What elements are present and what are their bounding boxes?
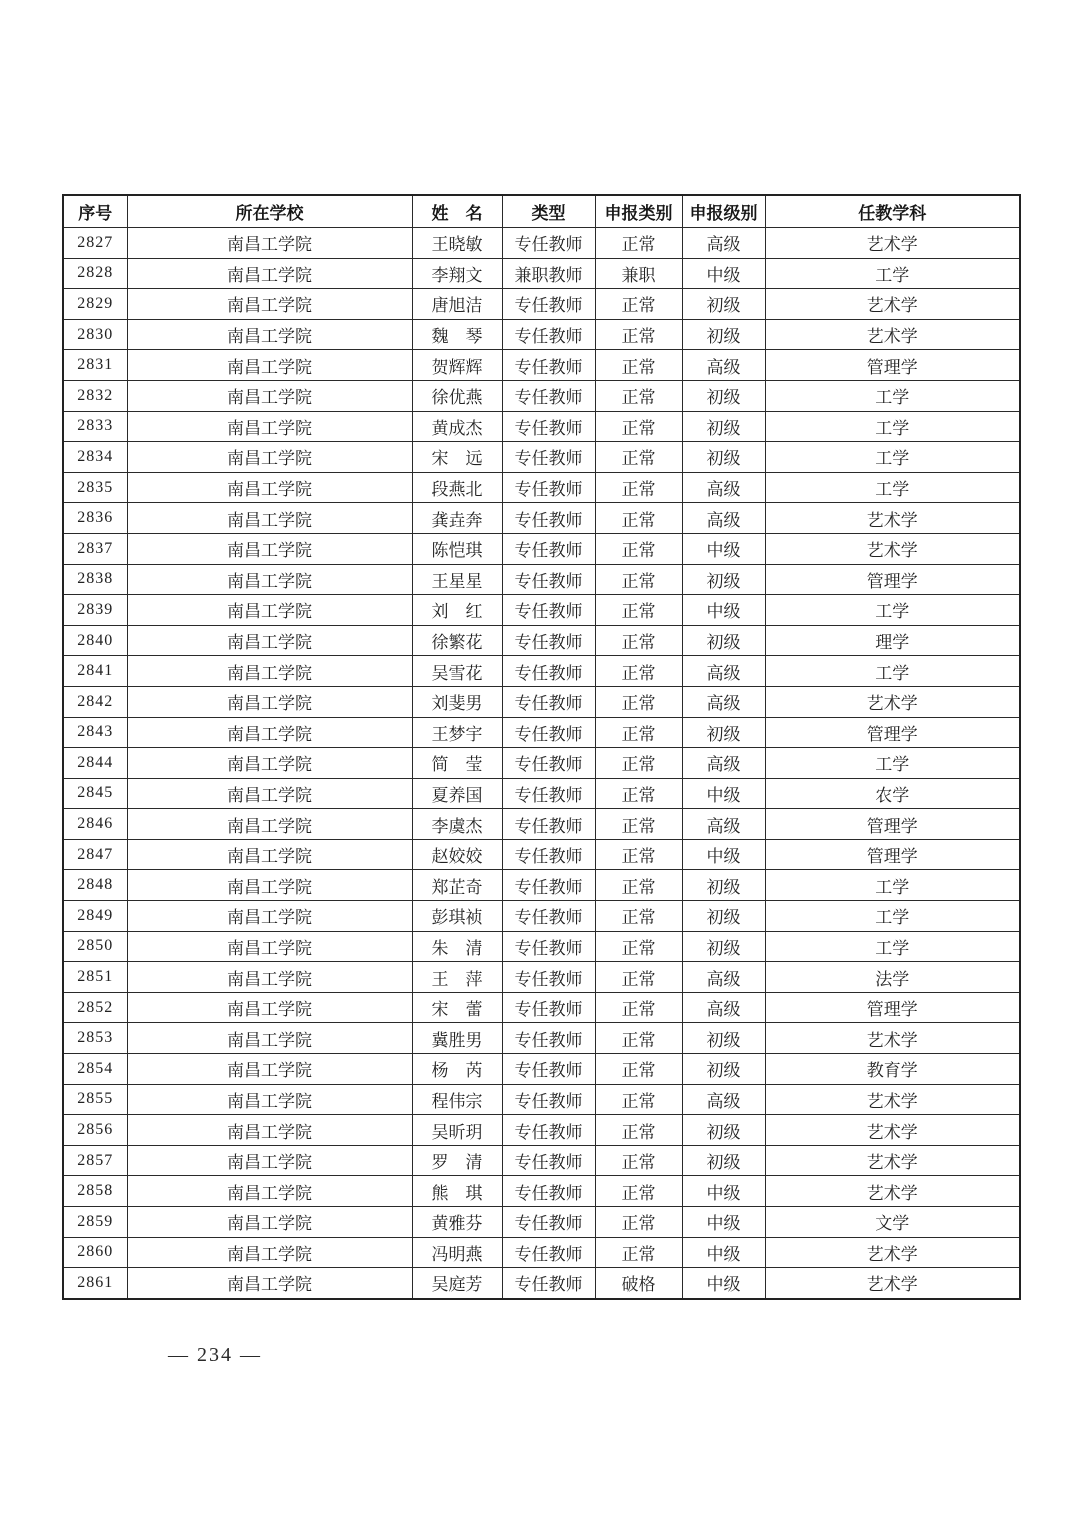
cell-index: 2851 xyxy=(63,962,127,993)
cell-apply-category: 正常 xyxy=(595,442,682,473)
cell-index: 2858 xyxy=(63,1176,127,1207)
table-row xyxy=(63,1145,1020,1176)
cell-school: 南昌工学院 xyxy=(127,992,412,1023)
cell-subject: 工学 xyxy=(765,901,1020,932)
cell-type: 专任教师 xyxy=(502,870,595,901)
table-row xyxy=(63,625,1020,656)
cell-name: 唐旭洁 xyxy=(412,289,502,320)
cell-subject: 工学 xyxy=(765,411,1020,442)
cell-apply-category: 正常 xyxy=(595,656,682,687)
cell-index: 2836 xyxy=(63,503,127,534)
cell-apply-level: 中级 xyxy=(682,778,765,809)
table-row xyxy=(63,1207,1020,1238)
cell-index: 2853 xyxy=(63,1023,127,1054)
cell-name: 李虞杰 xyxy=(412,809,502,840)
column-header-type: 类型 xyxy=(502,195,595,228)
cell-type: 专任教师 xyxy=(502,778,595,809)
cell-subject: 工学 xyxy=(765,442,1020,473)
cell-apply-level: 中级 xyxy=(682,533,765,564)
column-header-name: 姓 名 xyxy=(412,195,502,228)
cell-apply-category: 正常 xyxy=(595,350,682,381)
cell-school: 南昌工学院 xyxy=(127,289,412,320)
cell-name: 段燕北 xyxy=(412,472,502,503)
cell-index: 2861 xyxy=(63,1268,127,1299)
cell-school: 南昌工学院 xyxy=(127,228,412,259)
cell-index: 2844 xyxy=(63,748,127,779)
cell-name: 简 莹 xyxy=(412,748,502,779)
cell-apply-category: 正常 xyxy=(595,901,682,932)
table-row xyxy=(63,1084,1020,1115)
cell-subject: 艺术学 xyxy=(765,1176,1020,1207)
cell-index: 2847 xyxy=(63,839,127,870)
table-row xyxy=(63,901,1020,932)
cell-subject: 艺术学 xyxy=(765,1145,1020,1176)
cell-type: 专任教师 xyxy=(502,931,595,962)
cell-name: 郑芷奇 xyxy=(412,870,502,901)
cell-apply-category: 正常 xyxy=(595,809,682,840)
cell-name: 王 萍 xyxy=(412,962,502,993)
cell-school: 南昌工学院 xyxy=(127,1237,412,1268)
cell-apply-level: 高级 xyxy=(682,472,765,503)
cell-apply-level: 初级 xyxy=(682,564,765,595)
cell-subject: 艺术学 xyxy=(765,1023,1020,1054)
cell-apply-level: 中级 xyxy=(682,258,765,289)
cell-apply-category: 正常 xyxy=(595,748,682,779)
cell-subject: 工学 xyxy=(765,472,1020,503)
cell-name: 龚垚奔 xyxy=(412,503,502,534)
cell-type: 专任教师 xyxy=(502,472,595,503)
cell-apply-category: 正常 xyxy=(595,1054,682,1085)
cell-school: 南昌工学院 xyxy=(127,901,412,932)
cell-apply-level: 初级 xyxy=(682,1145,765,1176)
cell-type: 专任教师 xyxy=(502,533,595,564)
cell-apply-category: 正常 xyxy=(595,870,682,901)
cell-type: 专任教师 xyxy=(502,686,595,717)
cell-school: 南昌工学院 xyxy=(127,1054,412,1085)
cell-subject: 法学 xyxy=(765,962,1020,993)
cell-name: 夏养国 xyxy=(412,778,502,809)
cell-name: 刘斐男 xyxy=(412,686,502,717)
table-row xyxy=(63,319,1020,350)
cell-apply-level: 初级 xyxy=(682,870,765,901)
table-row xyxy=(63,1054,1020,1085)
cell-apply-level: 初级 xyxy=(682,901,765,932)
cell-school: 南昌工学院 xyxy=(127,472,412,503)
cell-name: 吴昕玥 xyxy=(412,1115,502,1146)
column-header-index: 序号 xyxy=(63,195,127,228)
cell-index: 2849 xyxy=(63,901,127,932)
cell-school: 南昌工学院 xyxy=(127,533,412,564)
cell-apply-level: 中级 xyxy=(682,1176,765,1207)
cell-name: 王晓敏 xyxy=(412,228,502,259)
cell-subject: 艺术学 xyxy=(765,533,1020,564)
cell-apply-level: 中级 xyxy=(682,839,765,870)
cell-type: 专任教师 xyxy=(502,717,595,748)
table-row xyxy=(63,992,1020,1023)
cell-index: 2854 xyxy=(63,1054,127,1085)
cell-subject: 管理学 xyxy=(765,809,1020,840)
cell-school: 南昌工学院 xyxy=(127,411,412,442)
header-row xyxy=(63,195,1020,228)
cell-type: 专任教师 xyxy=(502,1237,595,1268)
column-header-school: 所在学校 xyxy=(127,195,412,228)
cell-subject: 艺术学 xyxy=(765,1237,1020,1268)
cell-name: 杨 芮 xyxy=(412,1054,502,1085)
cell-apply-category: 正常 xyxy=(595,1145,682,1176)
cell-subject: 艺术学 xyxy=(765,289,1020,320)
cell-school: 南昌工学院 xyxy=(127,962,412,993)
cell-school: 南昌工学院 xyxy=(127,717,412,748)
cell-apply-level: 中级 xyxy=(682,1237,765,1268)
cell-subject: 艺术学 xyxy=(765,503,1020,534)
table-body xyxy=(63,228,1020,1299)
cell-school: 南昌工学院 xyxy=(127,595,412,626)
cell-name: 冯明燕 xyxy=(412,1237,502,1268)
cell-type: 专任教师 xyxy=(502,748,595,779)
table-row xyxy=(63,1268,1020,1299)
cell-index: 2841 xyxy=(63,656,127,687)
cell-apply-level: 高级 xyxy=(682,1084,765,1115)
cell-apply-level: 高级 xyxy=(682,228,765,259)
cell-index: 2848 xyxy=(63,870,127,901)
cell-index: 2857 xyxy=(63,1145,127,1176)
cell-name: 吴雪花 xyxy=(412,656,502,687)
cell-type: 专任教师 xyxy=(502,228,595,259)
cell-school: 南昌工学院 xyxy=(127,319,412,350)
cell-apply-category: 正常 xyxy=(595,778,682,809)
cell-school: 南昌工学院 xyxy=(127,656,412,687)
cell-apply-level: 高级 xyxy=(682,686,765,717)
cell-type: 专任教师 xyxy=(502,442,595,473)
table-row xyxy=(63,778,1020,809)
cell-name: 罗 清 xyxy=(412,1145,502,1176)
cell-subject: 农学 xyxy=(765,778,1020,809)
cell-apply-category: 正常 xyxy=(595,1084,682,1115)
cell-apply-level: 高级 xyxy=(682,809,765,840)
cell-type: 专任教师 xyxy=(502,503,595,534)
cell-index: 2852 xyxy=(63,992,127,1023)
cell-name: 冀胜男 xyxy=(412,1023,502,1054)
cell-subject: 教育学 xyxy=(765,1054,1020,1085)
cell-apply-level: 高级 xyxy=(682,656,765,687)
cell-apply-level: 高级 xyxy=(682,748,765,779)
cell-type: 专任教师 xyxy=(502,1268,595,1299)
cell-type: 专任教师 xyxy=(502,411,595,442)
cell-type: 专任教师 xyxy=(502,319,595,350)
cell-index: 2845 xyxy=(63,778,127,809)
cell-apply-category: 正常 xyxy=(595,533,682,564)
cell-index: 2840 xyxy=(63,625,127,656)
cell-apply-level: 初级 xyxy=(682,1023,765,1054)
cell-type: 专任教师 xyxy=(502,595,595,626)
cell-type: 专任教师 xyxy=(502,625,595,656)
cell-apply-category: 正常 xyxy=(595,411,682,442)
table-row xyxy=(63,839,1020,870)
cell-school: 南昌工学院 xyxy=(127,870,412,901)
table-row xyxy=(63,962,1020,993)
cell-index: 2828 xyxy=(63,258,127,289)
cell-index: 2856 xyxy=(63,1115,127,1146)
cell-subject: 管理学 xyxy=(765,839,1020,870)
cell-index: 2842 xyxy=(63,686,127,717)
cell-type: 专任教师 xyxy=(502,1207,595,1238)
cell-school: 南昌工学院 xyxy=(127,380,412,411)
table-row xyxy=(63,748,1020,779)
cell-subject: 管理学 xyxy=(765,717,1020,748)
cell-subject: 工学 xyxy=(765,656,1020,687)
cell-apply-level: 中级 xyxy=(682,595,765,626)
cell-apply-category: 正常 xyxy=(595,839,682,870)
cell-type: 专任教师 xyxy=(502,350,595,381)
cell-name: 黄雅芬 xyxy=(412,1207,502,1238)
cell-apply-category: 正常 xyxy=(595,289,682,320)
cell-apply-level: 高级 xyxy=(682,503,765,534)
cell-apply-level: 高级 xyxy=(682,350,765,381)
cell-index: 2834 xyxy=(63,442,127,473)
table-row xyxy=(63,258,1020,289)
cell-school: 南昌工学院 xyxy=(127,748,412,779)
cell-subject: 文学 xyxy=(765,1207,1020,1238)
cell-index: 2832 xyxy=(63,380,127,411)
cell-type: 专任教师 xyxy=(502,289,595,320)
cell-subject: 工学 xyxy=(765,748,1020,779)
cell-index: 2827 xyxy=(63,228,127,259)
cell-name: 贺辉辉 xyxy=(412,350,502,381)
table-row xyxy=(63,809,1020,840)
cell-subject: 工学 xyxy=(765,380,1020,411)
table-row xyxy=(63,472,1020,503)
cell-name: 彭琪祯 xyxy=(412,901,502,932)
cell-school: 南昌工学院 xyxy=(127,809,412,840)
cell-type: 专任教师 xyxy=(502,564,595,595)
cell-apply-level: 中级 xyxy=(682,1268,765,1299)
cell-school: 南昌工学院 xyxy=(127,1207,412,1238)
cell-name: 宋 远 xyxy=(412,442,502,473)
table-row xyxy=(63,350,1020,381)
cell-school: 南昌工学院 xyxy=(127,564,412,595)
cell-apply-level: 初级 xyxy=(682,411,765,442)
cell-name: 陈恺琪 xyxy=(412,533,502,564)
cell-name: 刘 红 xyxy=(412,595,502,626)
cell-apply-category: 破格 xyxy=(595,1268,682,1299)
cell-subject: 管理学 xyxy=(765,992,1020,1023)
cell-apply-category: 正常 xyxy=(595,1237,682,1268)
cell-school: 南昌工学院 xyxy=(127,350,412,381)
cell-index: 2829 xyxy=(63,289,127,320)
cell-index: 2838 xyxy=(63,564,127,595)
table-row xyxy=(63,1115,1020,1146)
table-row xyxy=(63,442,1020,473)
table-row xyxy=(63,228,1020,259)
cell-apply-category: 正常 xyxy=(595,625,682,656)
cell-apply-level: 高级 xyxy=(682,992,765,1023)
cell-name: 赵姣姣 xyxy=(412,839,502,870)
cell-subject: 工学 xyxy=(765,870,1020,901)
cell-subject: 工学 xyxy=(765,258,1020,289)
cell-type: 专任教师 xyxy=(502,380,595,411)
cell-school: 南昌工学院 xyxy=(127,931,412,962)
table-row xyxy=(63,595,1020,626)
cell-subject: 艺术学 xyxy=(765,1268,1020,1299)
cell-name: 王星星 xyxy=(412,564,502,595)
cell-index: 2837 xyxy=(63,533,127,564)
cell-apply-level: 初级 xyxy=(682,289,765,320)
cell-type: 专任教师 xyxy=(502,901,595,932)
cell-school: 南昌工学院 xyxy=(127,1084,412,1115)
cell-school: 南昌工学院 xyxy=(127,778,412,809)
cell-index: 2843 xyxy=(63,717,127,748)
cell-apply-category: 正常 xyxy=(595,503,682,534)
cell-subject: 艺术学 xyxy=(765,686,1020,717)
cell-type: 专任教师 xyxy=(502,962,595,993)
table-row xyxy=(63,686,1020,717)
cell-index: 2846 xyxy=(63,809,127,840)
cell-apply-category: 正常 xyxy=(595,472,682,503)
cell-subject: 艺术学 xyxy=(765,319,1020,350)
column-header-subject: 任教学科 xyxy=(765,195,1020,228)
cell-apply-category: 正常 xyxy=(595,962,682,993)
table-row xyxy=(63,1237,1020,1268)
cell-apply-category: 正常 xyxy=(595,686,682,717)
column-header-apply-level: 申报级别 xyxy=(682,195,765,228)
cell-index: 2833 xyxy=(63,411,127,442)
cell-apply-category: 正常 xyxy=(595,992,682,1023)
cell-name: 李翔文 xyxy=(412,258,502,289)
cell-apply-category: 正常 xyxy=(595,564,682,595)
cell-type: 专任教师 xyxy=(502,809,595,840)
cell-type: 专任教师 xyxy=(502,992,595,1023)
table-row xyxy=(63,1176,1020,1207)
cell-type: 专任教师 xyxy=(502,1115,595,1146)
cell-subject: 理学 xyxy=(765,625,1020,656)
cell-name: 吴庭芳 xyxy=(412,1268,502,1299)
cell-school: 南昌工学院 xyxy=(127,625,412,656)
table-row xyxy=(63,533,1020,564)
cell-school: 南昌工学院 xyxy=(127,839,412,870)
cell-apply-category: 正常 xyxy=(595,228,682,259)
cell-subject: 艺术学 xyxy=(765,228,1020,259)
cell-apply-category: 正常 xyxy=(595,717,682,748)
cell-index: 2859 xyxy=(63,1207,127,1238)
cell-apply-level: 中级 xyxy=(682,1207,765,1238)
cell-apply-category: 兼职 xyxy=(595,258,682,289)
table-row xyxy=(63,656,1020,687)
cell-apply-level: 初级 xyxy=(682,931,765,962)
cell-name: 徐优燕 xyxy=(412,380,502,411)
cell-name: 黄成杰 xyxy=(412,411,502,442)
teacher-roster-table xyxy=(62,194,1021,1300)
cell-type: 专任教师 xyxy=(502,1054,595,1085)
table-row xyxy=(63,931,1020,962)
cell-subject: 艺术学 xyxy=(765,1084,1020,1115)
table-row xyxy=(63,717,1020,748)
cell-apply-level: 初级 xyxy=(682,1115,765,1146)
cell-apply-level: 初级 xyxy=(682,380,765,411)
cell-apply-category: 正常 xyxy=(595,1207,682,1238)
table-row xyxy=(63,1023,1020,1054)
cell-school: 南昌工学院 xyxy=(127,1115,412,1146)
cell-apply-category: 正常 xyxy=(595,1115,682,1146)
table-row xyxy=(63,411,1020,442)
cell-name: 魏 琴 xyxy=(412,319,502,350)
cell-school: 南昌工学院 xyxy=(127,1268,412,1299)
cell-school: 南昌工学院 xyxy=(127,1145,412,1176)
cell-school: 南昌工学院 xyxy=(127,1023,412,1054)
cell-apply-category: 正常 xyxy=(595,1176,682,1207)
cell-apply-category: 正常 xyxy=(595,595,682,626)
cell-school: 南昌工学院 xyxy=(127,1176,412,1207)
cell-subject: 艺术学 xyxy=(765,1115,1020,1146)
cell-name: 程伟宗 xyxy=(412,1084,502,1115)
cell-school: 南昌工学院 xyxy=(127,503,412,534)
cell-apply-level: 初级 xyxy=(682,319,765,350)
cell-subject: 管理学 xyxy=(765,564,1020,595)
cell-school: 南昌工学院 xyxy=(127,258,412,289)
cell-school: 南昌工学院 xyxy=(127,686,412,717)
table-row xyxy=(63,289,1020,320)
page-number: — 234 — xyxy=(168,1344,262,1366)
cell-subject: 管理学 xyxy=(765,350,1020,381)
cell-index: 2855 xyxy=(63,1084,127,1115)
cell-subject: 工学 xyxy=(765,931,1020,962)
cell-apply-level: 初级 xyxy=(682,717,765,748)
cell-subject: 工学 xyxy=(765,595,1020,626)
cell-name: 王梦宇 xyxy=(412,717,502,748)
cell-type: 专任教师 xyxy=(502,1084,595,1115)
cell-type: 专任教师 xyxy=(502,1176,595,1207)
cell-name: 宋 蕾 xyxy=(412,992,502,1023)
column-header-apply-category: 申报类别 xyxy=(595,195,682,228)
table-row xyxy=(63,503,1020,534)
cell-apply-category: 正常 xyxy=(595,931,682,962)
cell-school: 南昌工学院 xyxy=(127,442,412,473)
cell-apply-level: 高级 xyxy=(682,962,765,993)
table-row xyxy=(63,870,1020,901)
cell-apply-category: 正常 xyxy=(595,380,682,411)
cell-apply-level: 初级 xyxy=(682,1054,765,1085)
cell-name: 徐繁花 xyxy=(412,625,502,656)
table-row xyxy=(63,380,1020,411)
cell-apply-category: 正常 xyxy=(595,319,682,350)
cell-index: 2850 xyxy=(63,931,127,962)
cell-name: 熊 琪 xyxy=(412,1176,502,1207)
cell-index: 2839 xyxy=(63,595,127,626)
cell-index: 2830 xyxy=(63,319,127,350)
cell-name: 朱 清 xyxy=(412,931,502,962)
cell-apply-level: 初级 xyxy=(682,442,765,473)
table-row xyxy=(63,564,1020,595)
cell-index: 2835 xyxy=(63,472,127,503)
cell-type: 专任教师 xyxy=(502,1023,595,1054)
cell-index: 2831 xyxy=(63,350,127,381)
cell-index: 2860 xyxy=(63,1237,127,1268)
cell-apply-level: 初级 xyxy=(682,625,765,656)
cell-type: 兼职教师 xyxy=(502,258,595,289)
cell-type: 专任教师 xyxy=(502,1145,595,1176)
cell-type: 专任教师 xyxy=(502,656,595,687)
cell-apply-category: 正常 xyxy=(595,1023,682,1054)
cell-type: 专任教师 xyxy=(502,839,595,870)
